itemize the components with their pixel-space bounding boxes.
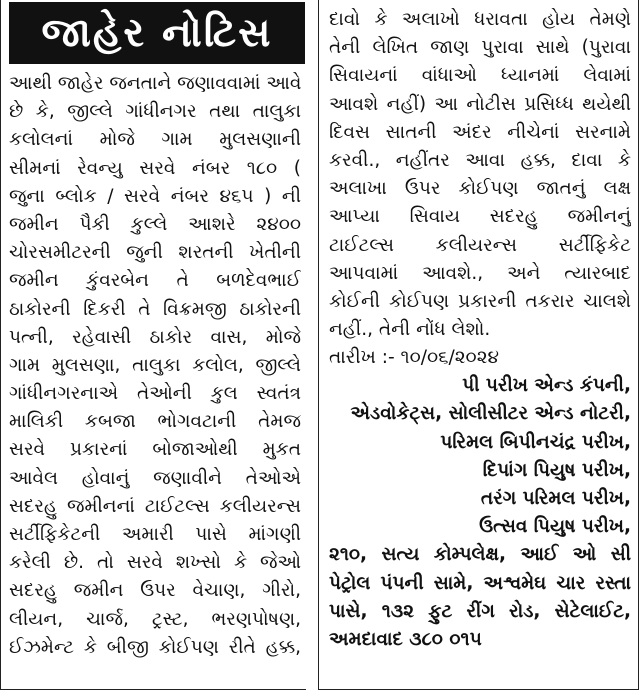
address-block [329, 541, 631, 654]
signatory-name: ઉત્સવ પિયુષ પરીખ, [479, 516, 631, 538]
notice-line: દાવો કે અલાખો ધરાવતા હોય તેમણે [329, 9, 631, 30]
notice-line: કરેલી છે. તો સરવે શખ્સો કે જેઓ [9, 552, 301, 574]
signatory-name: તરંગ પરિમલ પરીખ, [480, 488, 631, 509]
notice-line: ઠાકોરની દિકરી તે વિક્રમજી ઠાકોરની [9, 298, 301, 320]
notice-line: છે કે, જીલ્લે ગાંધીનગર તથા તાલુકા [9, 101, 301, 123]
notice-line: અલાખા ઉપર કોઈપણ જાતનું લક્ષ [329, 178, 631, 200]
notice-line: દિવસ સાતની અંદર નીચેનાં સરનામે [329, 121, 631, 143]
signatory-name: દિપાંગ પિયુષ પરીખ, [482, 459, 631, 481]
notice-line: આવશે નહીં) આ નોટીસ પ્રસિધ્ધ થયેથી [329, 93, 631, 115]
notice-line: તેની લેખિત જાણ પુરાવા સાથે (પુરાવા [329, 37, 631, 59]
notice-line: પત્ની, રહેવાસી ઠાકોર વાસ, મોજે [9, 326, 301, 348]
notice-line: જમીન પૈકી કુલ્લે આશરે ૨૪૦૦ [9, 213, 301, 235]
notice-headline: જાહેર નોટિસ [9, 2, 305, 64]
notice-line: નહીં., તેની નોંધ લેશો. [329, 319, 491, 341]
notice-line: સીમનાં રેવન્યુ સરવે નંબર ૧૮૦ ( [9, 157, 301, 179]
notice-line: જુના બ્લોક / સરવે નંબર ૪૬૫ ) ની [9, 185, 301, 207]
signatory-name: પરિમલ બિપીનચંદ્ર પરીખ, [440, 431, 631, 453]
notice-line: ગાંધીનગરનાએ તેઓની કુલ સ્વતંત્ર [9, 383, 301, 405]
notice-line: માલિકી કબજા ભોગવટાની તેમજ [9, 411, 301, 433]
notice-line: સદરહુ જમીન ઉપર વેચાણ, ગીરો, [9, 580, 301, 602]
notice-right-column [318, 0, 639, 690]
signatory-block [329, 372, 631, 541]
signatory-designation: એડવોકેટ્સ, સોલીસીટર એન્ડ નોટરી, [350, 403, 631, 425]
notice-line: ટાઈટલ્સ કલીયરન્સ સર્ટીફિકેટ [329, 234, 631, 256]
address-line: ૨૧૦, સત્ય કોમ્પલેક્ષ, આઈ ઓ સી [329, 544, 631, 566]
notice-line: સિવાયનાં વાંધાઓ ધ્યાનમાં લેવામાં [329, 65, 631, 87]
notice-line: સદરહુ જમીનનાં ટાઈટલ્સ કલીયરન્સ [9, 495, 301, 517]
address-line: પેટ્રોલ પંપની સામે, અશ્વમેઘ ચાર રસ્તા [329, 572, 631, 594]
notice-line: આપવામાં આવશે., અને ત્યારબાદ [329, 262, 631, 284]
signatory-firm: પી પરીખ એન્ડ કંપની, [462, 375, 631, 397]
notice-line: સર્ટીફિકેટની અમારી પાસે માંગણી [9, 524, 301, 545]
notice-body-right [329, 6, 631, 654]
address-line: અમદાવાદ ૩૮૦ ૦૧૫ [329, 628, 482, 650]
notice-line: સરવે પ્રકારનાં બોજાઓથી મુકત [9, 439, 301, 461]
notice-line: ગામ મુલસણા, તાલુકા કલોલ, જીલ્લે [9, 354, 301, 376]
notice-line: કોઈની કોઈપણ પ્રકારની તકરાર ચાલશે [329, 290, 631, 312]
notice-body-left [9, 70, 301, 662]
notice-left-column [0, 0, 306, 690]
notice-line: લીયન, ચાર્જ, ટ્રસ્ટ, ભરણપોષણ, [9, 608, 301, 630]
address-line: પાસે, ૧૩૨ ફુટ રીંગ રોડ, સેટેલાઈટ, [329, 600, 631, 622]
notice-line: કરવી., નહીંતર આવા હક્ક, દાવા કે [329, 149, 631, 171]
notice-line: ચોરસમીટરની જુની શરતની ખેતીની [9, 242, 301, 264]
notice-line: કલોલનાં મોજે ગામ મુલસણાની [9, 129, 301, 151]
notice-line: જમીન કુંવરબેન તે બળદેવભાઈ [9, 270, 301, 292]
notice-line: આપ્યા સિવાય સદરહુ જમીનનું [329, 206, 631, 228]
notice-line: ઈઝમેન્ટ કે બીજી કોઈપણ રીતે હક્ક, [9, 636, 301, 658]
notice-line: આવેલ હોવાનું જણાવીને તેઓએ [9, 467, 301, 489]
notice-line: આથી જાહેર જનતાને જણાવવામાં આવે [9, 73, 301, 94]
notice-date: તારીખ :- ૧૦/૦૬/૨૦૨૪ [329, 347, 500, 369]
